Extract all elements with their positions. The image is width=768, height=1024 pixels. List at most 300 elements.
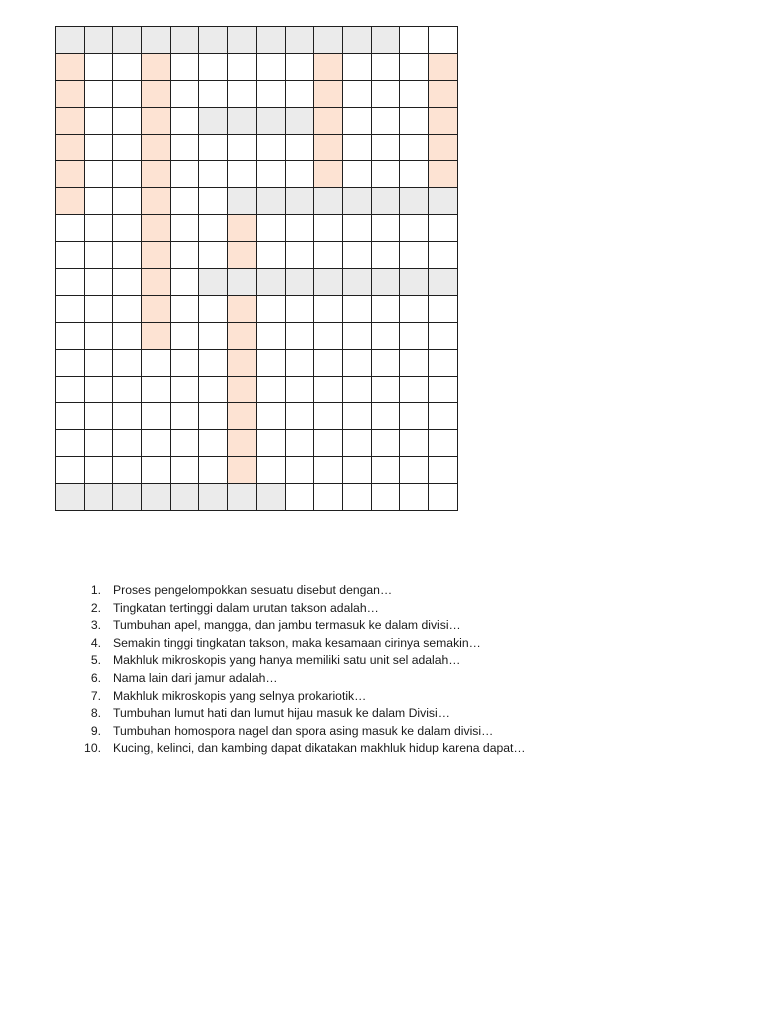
grid-cell-blank[interactable] (84, 188, 113, 215)
grid-cell-peach[interactable] (56, 188, 85, 215)
grid-cell-gray[interactable] (342, 27, 371, 54)
grid-cell-peach[interactable] (228, 295, 257, 322)
grid-cell-peach[interactable] (56, 80, 85, 107)
grid-cell-peach[interactable] (228, 242, 257, 269)
grid-cell-peach[interactable] (314, 107, 343, 134)
grid-cell-blank[interactable] (199, 457, 228, 484)
grid-cell-blank[interactable] (314, 322, 343, 349)
grid-cell-blank[interactable] (342, 376, 371, 403)
grid-cell-blank[interactable] (170, 188, 199, 215)
grid-cell-blank[interactable] (170, 322, 199, 349)
grid-cell-gray[interactable] (400, 269, 429, 296)
grid-cell-gray[interactable] (371, 27, 400, 54)
grid-cell-peach[interactable] (228, 215, 257, 242)
clue-text: Makhluk mikroskopis yang selnya prokariotik… (113, 688, 367, 703)
grid-cell-blank[interactable] (228, 161, 257, 188)
grid-cell-blank[interactable] (285, 134, 314, 161)
grid-cell-peach[interactable] (142, 322, 171, 349)
grid-cell-gray[interactable] (314, 188, 343, 215)
grid-cell-gray[interactable] (256, 269, 285, 296)
grid-cell-blank[interactable] (113, 457, 142, 484)
clue-item (74, 670, 526, 688)
grid-cell-blank[interactable] (113, 107, 142, 134)
clue-item (74, 617, 526, 635)
crossword-grid-body (56, 27, 458, 511)
grid-cell-blank[interactable] (170, 430, 199, 457)
grid-cell-peach[interactable] (142, 53, 171, 80)
grid-cell-gray[interactable] (371, 188, 400, 215)
grid-cell-gray[interactable] (371, 269, 400, 296)
grid-row (56, 295, 458, 322)
grid-cell-peach[interactable] (428, 161, 457, 188)
grid-cell-blank[interactable] (84, 349, 113, 376)
grid-cell-blank[interactable] (428, 242, 457, 269)
grid-cell-blank[interactable] (285, 80, 314, 107)
grid-cell-blank[interactable] (113, 80, 142, 107)
grid-row (56, 161, 458, 188)
grid-cell-blank[interactable] (228, 53, 257, 80)
clue-item (74, 652, 526, 670)
grid-cell-blank[interactable] (256, 349, 285, 376)
grid-row (56, 457, 458, 484)
grid-cell-blank[interactable] (342, 322, 371, 349)
grid-cell-gray[interactable] (428, 269, 457, 296)
grid-cell-blank[interactable] (314, 242, 343, 269)
grid-cell-peach[interactable] (142, 107, 171, 134)
grid-cell-blank[interactable] (113, 403, 142, 430)
grid-cell-gray[interactable] (285, 107, 314, 134)
grid-cell-blank[interactable] (371, 134, 400, 161)
grid-cell-blank[interactable] (371, 376, 400, 403)
grid-row (56, 430, 458, 457)
grid-cell-gray[interactable] (113, 27, 142, 54)
grid-cell-blank[interactable] (84, 161, 113, 188)
grid-cell-blank[interactable] (84, 457, 113, 484)
grid-cell-peach[interactable] (56, 107, 85, 134)
grid-cell-blank[interactable] (285, 322, 314, 349)
grid-cell-peach[interactable] (56, 161, 85, 188)
grid-cell-blank[interactable] (84, 242, 113, 269)
grid-cell-gray[interactable] (142, 484, 171, 511)
grid-cell-blank[interactable] (199, 349, 228, 376)
grid-cell-blank[interactable] (199, 295, 228, 322)
grid-cell-gray[interactable] (199, 484, 228, 511)
grid-cell-blank[interactable] (285, 349, 314, 376)
grid-cell-peach[interactable] (142, 134, 171, 161)
clue-text: Semakin tinggi tingkatan takson, maka kesamaan cirinya semakin… (113, 635, 481, 650)
grid-cell-blank[interactable] (170, 376, 199, 403)
clue-list (74, 582, 526, 758)
grid-cell-blank[interactable] (113, 269, 142, 296)
grid-cell-blank[interactable] (113, 295, 142, 322)
grid-cell-blank[interactable] (113, 53, 142, 80)
grid-cell-blank[interactable] (371, 457, 400, 484)
grid-row (56, 349, 458, 376)
clue-text: Tumbuhan homospora nagel dan spora asing masuk ke dalam divisi… (113, 723, 494, 738)
grid-cell-blank[interactable] (400, 53, 429, 80)
grid-cell-blank[interactable] (56, 349, 85, 376)
grid-cell-blank[interactable] (428, 376, 457, 403)
grid-cell-blank[interactable] (342, 80, 371, 107)
grid-row (56, 134, 458, 161)
grid-cell-gray[interactable] (285, 269, 314, 296)
grid-cell-blank[interactable] (256, 376, 285, 403)
grid-cell-blank[interactable] (113, 349, 142, 376)
grid-cell-blank[interactable] (84, 295, 113, 322)
grid-cell-gray[interactable] (113, 484, 142, 511)
grid-cell-blank[interactable] (400, 349, 429, 376)
grid-cell-blank[interactable] (400, 27, 429, 54)
grid-cell-blank[interactable] (342, 161, 371, 188)
grid-cell-peach[interactable] (142, 295, 171, 322)
grid-cell-gray[interactable] (228, 107, 257, 134)
grid-cell-blank[interactable] (400, 161, 429, 188)
grid-cell-blank[interactable] (113, 215, 142, 242)
grid-cell-blank[interactable] (314, 484, 343, 511)
clue-item (74, 705, 526, 723)
grid-cell-blank[interactable] (228, 80, 257, 107)
grid-cell-gray[interactable] (428, 188, 457, 215)
grid-cell-blank[interactable] (170, 242, 199, 269)
grid-cell-blank[interactable] (142, 430, 171, 457)
grid-cell-peach[interactable] (228, 430, 257, 457)
grid-cell-blank[interactable] (371, 161, 400, 188)
grid-cell-blank[interactable] (428, 430, 457, 457)
grid-row (56, 53, 458, 80)
grid-cell-gray[interactable] (142, 27, 171, 54)
grid-cell-blank[interactable] (199, 376, 228, 403)
grid-cell-blank[interactable] (199, 134, 228, 161)
grid-cell-gray[interactable] (400, 188, 429, 215)
clue-number: 5. (90, 653, 101, 668)
grid-cell-gray[interactable] (228, 27, 257, 54)
grid-cell-blank[interactable] (199, 80, 228, 107)
grid-cell-blank[interactable] (400, 430, 429, 457)
grid-cell-blank[interactable] (428, 349, 457, 376)
clue-item (74, 635, 526, 653)
grid-cell-blank[interactable] (285, 161, 314, 188)
grid-cell-gray[interactable] (199, 107, 228, 134)
grid-cell-blank[interactable] (400, 457, 429, 484)
grid-cell-peach[interactable] (314, 134, 343, 161)
grid-cell-peach[interactable] (56, 134, 85, 161)
grid-cell-blank[interactable] (371, 80, 400, 107)
grid-cell-blank[interactable] (199, 161, 228, 188)
clue-text: Nama lain dari jamur adalah… (113, 670, 278, 685)
grid-cell-blank[interactable] (314, 457, 343, 484)
clue-text: Makhluk mikroskopis yang hanya memiliki satu unit sel adalah… (113, 653, 461, 668)
grid-cell-blank[interactable] (113, 430, 142, 457)
grid-cell-blank[interactable] (256, 215, 285, 242)
grid-cell-blank[interactable] (428, 295, 457, 322)
grid-cell-blank[interactable] (256, 53, 285, 80)
clue-item (74, 600, 526, 618)
grid-cell-blank[interactable] (342, 134, 371, 161)
grid-cell-blank[interactable] (428, 27, 457, 54)
grid-row (56, 242, 458, 269)
grid-cell-gray[interactable] (56, 484, 85, 511)
grid-row (56, 27, 458, 54)
grid-cell-blank[interactable] (56, 295, 85, 322)
grid-cell-gray[interactable] (84, 484, 113, 511)
grid-cell-blank[interactable] (342, 403, 371, 430)
clue-text: Proses pengelompokkan sesuatu disebut dengan… (113, 583, 393, 597)
grid-cell-blank[interactable] (285, 242, 314, 269)
grid-cell-blank[interactable] (256, 242, 285, 269)
grid-cell-blank[interactable] (84, 322, 113, 349)
grid-cell-blank[interactable] (170, 107, 199, 134)
grid-cell-peach[interactable] (228, 349, 257, 376)
grid-cell-blank[interactable] (342, 107, 371, 134)
grid-cell-blank[interactable] (256, 430, 285, 457)
grid-cell-peach[interactable] (314, 80, 343, 107)
grid-cell-blank[interactable] (371, 295, 400, 322)
grid-cell-blank[interactable] (400, 295, 429, 322)
clue-item (74, 723, 526, 741)
grid-cell-blank[interactable] (56, 322, 85, 349)
grid-cell-gray[interactable] (84, 27, 113, 54)
grid-cell-blank[interactable] (256, 161, 285, 188)
grid-cell-blank[interactable] (285, 215, 314, 242)
grid-cell-gray[interactable] (199, 269, 228, 296)
clue-text: Tingkatan tertinggi dalam urutan takson adalah… (113, 600, 379, 615)
grid-cell-blank[interactable] (428, 322, 457, 349)
grid-cell-blank[interactable] (170, 269, 199, 296)
grid-cell-gray[interactable] (228, 269, 257, 296)
grid-cell-blank[interactable] (84, 376, 113, 403)
grid-cell-gray[interactable] (342, 269, 371, 296)
grid-cell-blank[interactable] (56, 430, 85, 457)
grid-cell-blank[interactable] (342, 53, 371, 80)
clue-number: 10. (84, 741, 101, 756)
grid-cell-blank[interactable] (256, 322, 285, 349)
grid-cell-blank[interactable] (142, 376, 171, 403)
grid-cell-blank[interactable] (371, 349, 400, 376)
clue-item (74, 688, 526, 706)
grid-cell-blank[interactable] (84, 430, 113, 457)
grid-cell-blank[interactable] (400, 484, 429, 511)
grid-cell-gray[interactable] (256, 484, 285, 511)
grid-cell-blank[interactable] (170, 349, 199, 376)
grid-cell-blank[interactable] (170, 215, 199, 242)
grid-cell-blank[interactable] (199, 53, 228, 80)
grid-cell-peach[interactable] (142, 80, 171, 107)
grid-cell-peach[interactable] (142, 188, 171, 215)
grid-cell-blank[interactable] (142, 349, 171, 376)
grid-cell-blank[interactable] (400, 242, 429, 269)
grid-cell-blank[interactable] (314, 295, 343, 322)
clue-number: 2. (90, 600, 101, 615)
grid-cell-gray[interactable] (228, 188, 257, 215)
grid-cell-blank[interactable] (400, 322, 429, 349)
grid-cell-peach[interactable] (228, 403, 257, 430)
grid-cell-blank[interactable] (314, 376, 343, 403)
grid-cell-blank[interactable] (228, 134, 257, 161)
grid-cell-blank[interactable] (342, 484, 371, 511)
grid-cell-gray[interactable] (285, 188, 314, 215)
grid-cell-blank[interactable] (170, 457, 199, 484)
grid-cell-blank[interactable] (371, 430, 400, 457)
grid-cell-blank[interactable] (371, 107, 400, 134)
grid-cell-blank[interactable] (84, 215, 113, 242)
grid-cell-peach[interactable] (428, 107, 457, 134)
clue-number: 4. (90, 635, 101, 650)
grid-cell-gray[interactable] (314, 27, 343, 54)
grid-cell-blank[interactable] (199, 242, 228, 269)
grid-cell-blank[interactable] (400, 376, 429, 403)
clue-text: Tumbuhan apel, mangga, dan jambu termasuk ke dalam divisi… (113, 618, 461, 633)
grid-cell-blank[interactable] (170, 134, 199, 161)
grid-cell-blank[interactable] (428, 403, 457, 430)
grid-cell-blank[interactable] (56, 269, 85, 296)
grid-cell-blank[interactable] (56, 403, 85, 430)
grid-row (56, 403, 458, 430)
grid-row (56, 484, 458, 511)
grid-cell-blank[interactable] (342, 349, 371, 376)
grid-cell-peach[interactable] (142, 161, 171, 188)
grid-cell-gray[interactable] (256, 107, 285, 134)
grid-cell-blank[interactable] (400, 403, 429, 430)
grid-cell-blank[interactable] (428, 484, 457, 511)
grid-cell-blank[interactable] (170, 80, 199, 107)
grid-row (56, 269, 458, 296)
grid-cell-blank[interactable] (371, 53, 400, 80)
grid-cell-blank[interactable] (113, 134, 142, 161)
grid-cell-blank[interactable] (199, 188, 228, 215)
clue-number: 9. (90, 723, 101, 738)
grid-cell-blank[interactable] (56, 215, 85, 242)
grid-row (56, 322, 458, 349)
grid-cell-blank[interactable] (113, 161, 142, 188)
grid-cell-blank[interactable] (170, 53, 199, 80)
grid-cell-blank[interactable] (142, 403, 171, 430)
grid-cell-blank[interactable] (428, 457, 457, 484)
grid-cell-blank[interactable] (199, 403, 228, 430)
grid-cell-blank[interactable] (400, 134, 429, 161)
grid-cell-peach[interactable] (142, 269, 171, 296)
grid-cell-blank[interactable] (400, 107, 429, 134)
grid-cell-blank[interactable] (314, 215, 343, 242)
grid-cell-blank[interactable] (371, 403, 400, 430)
grid-cell-gray[interactable] (199, 27, 228, 54)
grid-cell-blank[interactable] (84, 134, 113, 161)
grid-cell-blank[interactable] (371, 242, 400, 269)
crossword-grid (55, 26, 458, 511)
grid-cell-blank[interactable] (84, 80, 113, 107)
grid-cell-blank[interactable] (199, 215, 228, 242)
grid-cell-gray[interactable] (170, 27, 199, 54)
clue-text: Kucing, kelinci, dan kambing dapat dikatakan makhluk hidup karena dapat… (113, 741, 526, 756)
grid-cell-blank[interactable] (56, 376, 85, 403)
grid-cell-blank[interactable] (400, 215, 429, 242)
grid-cell-gray[interactable] (314, 269, 343, 296)
grid-cell-peach[interactable] (314, 53, 343, 80)
grid-cell-blank[interactable] (113, 376, 142, 403)
grid-cell-blank[interactable] (371, 215, 400, 242)
grid-cell-blank[interactable] (285, 457, 314, 484)
grid-cell-blank[interactable] (170, 161, 199, 188)
grid-cell-blank[interactable] (199, 430, 228, 457)
grid-cell-peach[interactable] (56, 53, 85, 80)
grid-cell-blank[interactable] (314, 349, 343, 376)
grid-cell-gray[interactable] (170, 484, 199, 511)
clue-number: 3. (90, 618, 101, 633)
grid-cell-blank[interactable] (342, 242, 371, 269)
grid-cell-blank[interactable] (84, 403, 113, 430)
grid-cell-blank[interactable] (142, 457, 171, 484)
grid-cell-blank[interactable] (342, 295, 371, 322)
grid-cell-blank[interactable] (256, 80, 285, 107)
grid-cell-blank[interactable] (113, 242, 142, 269)
clue-item (74, 582, 526, 600)
grid-cell-blank[interactable] (113, 322, 142, 349)
clue-number: 1. (90, 583, 101, 597)
grid-cell-gray[interactable] (228, 484, 257, 511)
grid-cell-gray[interactable] (285, 27, 314, 54)
grid-cell-blank[interactable] (285, 295, 314, 322)
grid-cell-blank[interactable] (371, 484, 400, 511)
grid-cell-peach[interactable] (428, 134, 457, 161)
grid-row (56, 80, 458, 107)
grid-cell-blank[interactable] (256, 457, 285, 484)
grid-cell-blank[interactable] (84, 53, 113, 80)
grid-cell-blank[interactable] (256, 134, 285, 161)
grid-cell-peach[interactable] (142, 242, 171, 269)
clue-number: 7. (90, 688, 101, 703)
grid-cell-gray[interactable] (56, 27, 85, 54)
grid-cell-blank[interactable] (314, 403, 343, 430)
grid-cell-blank[interactable] (199, 322, 228, 349)
grid-cell-blank[interactable] (113, 188, 142, 215)
grid-cell-blank[interactable] (285, 403, 314, 430)
grid-cell-blank[interactable] (342, 430, 371, 457)
grid-cell-peach[interactable] (142, 215, 171, 242)
grid-cell-blank[interactable] (285, 484, 314, 511)
grid-cell-peach[interactable] (428, 80, 457, 107)
grid-cell-gray[interactable] (256, 27, 285, 54)
grid-cell-blank[interactable] (84, 269, 113, 296)
grid-cell-blank[interactable] (285, 376, 314, 403)
grid-cell-blank[interactable] (56, 242, 85, 269)
grid-cell-gray[interactable] (256, 188, 285, 215)
grid-cell-blank[interactable] (256, 403, 285, 430)
grid-cell-blank[interactable] (371, 322, 400, 349)
grid-cell-blank[interactable] (56, 457, 85, 484)
grid-cell-blank[interactable] (314, 430, 343, 457)
clue-text: Tumbuhan lumut hati dan lumut hijau masuk ke dalam Divisi… (113, 706, 450, 721)
grid-cell-peach[interactable] (228, 322, 257, 349)
grid-cell-peach[interactable] (314, 161, 343, 188)
grid-row (56, 376, 458, 403)
grid-cell-blank[interactable] (256, 295, 285, 322)
grid-cell-peach[interactable] (228, 457, 257, 484)
grid-cell-blank[interactable] (342, 457, 371, 484)
grid-cell-blank[interactable] (428, 215, 457, 242)
grid-row (56, 188, 458, 215)
grid-cell-blank[interactable] (342, 215, 371, 242)
grid-cell-blank[interactable] (170, 403, 199, 430)
grid-cell-peach[interactable] (428, 53, 457, 80)
grid-cell-gray[interactable] (342, 188, 371, 215)
grid-cell-peach[interactable] (228, 376, 257, 403)
grid-row (56, 215, 458, 242)
grid-cell-blank[interactable] (170, 295, 199, 322)
clue-number: 8. (90, 706, 101, 721)
grid-cell-blank[interactable] (285, 53, 314, 80)
grid-cell-blank[interactable] (84, 107, 113, 134)
grid-cell-blank[interactable] (400, 80, 429, 107)
grid-cell-blank[interactable] (285, 430, 314, 457)
